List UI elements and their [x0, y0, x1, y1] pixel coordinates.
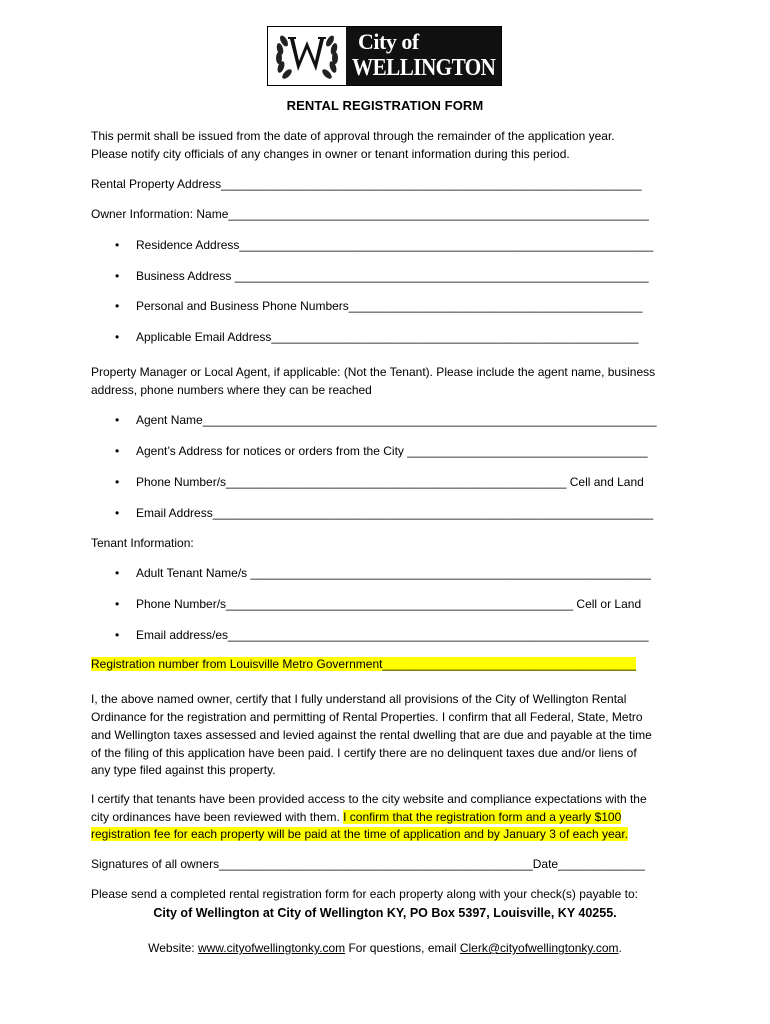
registration-number-highlight: Registration number from Louisville Metro Government______________________________________ [91, 657, 637, 671]
intro-line-1: This permit shall be issued from the date of approval through the remainder of the application year. [91, 129, 615, 143]
agent-intro-line-1: Property Manager or Local Agent, if applicable: (Not the Tenant). Please include the agent name, business [91, 365, 656, 379]
tenant-heading: Tenant Information: [91, 536, 194, 550]
send-instructions: Please send a completed rental registration form for each property along with your check(s) payable to: [91, 887, 638, 901]
bullet-icon: • [115, 299, 120, 313]
bullet-icon: • [115, 238, 120, 252]
bullet-icon: • [115, 269, 120, 283]
agent-address-field[interactable]: Agent’s Address for notices or orders from the City ____________________________________ [136, 444, 648, 458]
tenant-name-field[interactable]: Adult Tenant Name/s ____________________________________________________________ [136, 566, 651, 580]
form-title: RENTAL REGISTRATION FORM [286, 98, 484, 113]
bullet-icon: • [115, 475, 120, 489]
registration-number-field[interactable] [91, 656, 636, 673]
city-logo [267, 26, 502, 86]
website-label: Website: [148, 941, 198, 955]
wellington-w-emblem-icon [268, 27, 346, 85]
fee-confirmation-highlight-2: registration fee for each property will be paid at the time of application and by January 3 of each year. [91, 827, 628, 841]
bullet-icon: • [115, 628, 120, 642]
questions-label: For questions, email [345, 941, 460, 955]
certify-line-5: any type filed against this property. [91, 763, 276, 777]
bullet-icon: • [115, 444, 120, 458]
city-logo-wordmark [346, 27, 501, 85]
bullet-icon: • [115, 597, 120, 611]
intro-line-2: Please notify city officials of any changes in owner or tenant information during this period. [91, 147, 570, 161]
agent-intro-line-2: address, phone numbers where they can be reached [91, 383, 372, 397]
bullet-icon: • [115, 506, 120, 520]
certify-line-4: of the filing of this application have been paid. I certify there are no delinquent taxes due and/or liens of [91, 746, 637, 760]
owner-name-field[interactable]: Owner Information: Name_______________________________________________________________ [91, 207, 649, 221]
agent-email-field[interactable]: Email Address__________________________________________________________________ [136, 506, 654, 520]
website-link[interactable]: www.cityofwellingtonky.com [197, 941, 346, 955]
bullet-icon: • [115, 413, 120, 427]
footer-contact [0, 940, 770, 957]
agent-name-field[interactable]: Agent Name____________________________________________________________________ [136, 413, 657, 427]
owner-email-field[interactable]: Applicable Email Address_______________________________________________________ [136, 330, 639, 344]
owner-phone-numbers-field[interactable]: Personal and Business Phone Numbers____________________________________________ [136, 299, 643, 313]
payable-to-address: City of Wellington at City of Wellington KY, PO Box 5397, Louisville, KY 40255. [153, 906, 617, 920]
tenant-access-line-2-plain: city ordinances have been reviewed with them. [91, 810, 344, 824]
bullet-icon: • [115, 566, 120, 580]
tenant-access-line-1: I certify that tenants have been provided access to the city website and compliance expectations with the [91, 792, 647, 806]
agent-phone-field[interactable]: Phone Number/s___________________________________________________ Cell and Land [136, 475, 644, 489]
certify-line-3: and Wellington taxes assessed and levied against the rental dwelling that are due and payable at the time [91, 728, 652, 742]
footer-period: . [618, 941, 622, 955]
bullet-icon: • [115, 330, 120, 344]
owner-business-address-field[interactable]: Business Address ______________________________________________________________ [136, 269, 649, 283]
logo-line-wellington: WELLINGTON [352, 55, 496, 81]
owner-residence-address-field[interactable]: Residence Address______________________________________________________________ [136, 238, 654, 252]
signatures-field[interactable]: Signatures of all owners_______________________________________________Date_____________ [91, 857, 645, 871]
tenant-phone-field[interactable]: Phone Number/s____________________________________________________ Cell or Land [136, 597, 642, 611]
tenant-access-line-3 [91, 826, 628, 843]
certify-line-1: I, the above named owner, certify that I fully understand all provisions of the City of Wellington Rental [91, 692, 627, 706]
rental-property-address-field[interactable]: Rental Property Address_______________________________________________________________ [91, 177, 642, 191]
tenant-email-field[interactable]: Email address/es_______________________________________________________________ [136, 628, 649, 642]
logo-line-city-of: City of [358, 29, 419, 54]
certify-line-2: Ordinance for the registration and permitting of Rental Properties. I confirm that all Federal, State, Metro [91, 710, 643, 724]
fee-confirmation-highlight-1: I confirm that the registration form and a yearly $100 [343, 810, 622, 824]
email-link[interactable]: Clerk@cityofwellingtonky.com [459, 941, 619, 955]
tenant-access-line-2 [91, 809, 621, 826]
